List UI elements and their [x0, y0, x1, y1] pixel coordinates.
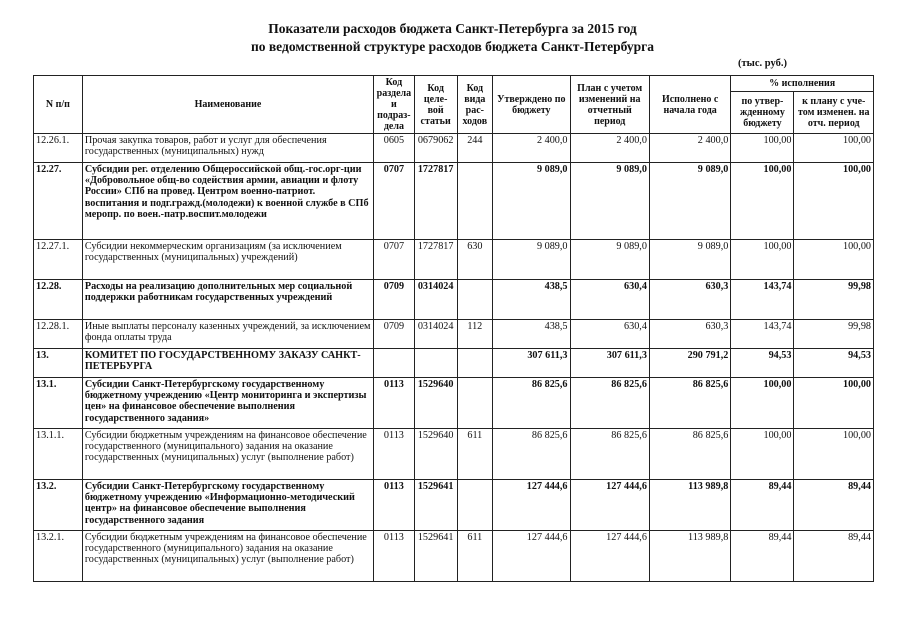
cell-pct-plan: 100,00 [794, 378, 874, 429]
cell-name: Субсидии рег. отделению Общероссийской общ.-гос.орг-ции «Добровольное общ-во содействия армии, авиации и флоту России» СПб на провед. Центром военно-патриот. воспитания и подг.гражд.(молодежи) к военной службе в СПб меропр. по воен.-патр.воспит.молодежи [82, 163, 373, 240]
cell-cel: 0679062 [414, 134, 457, 163]
cell-num: 13.1. [34, 378, 83, 429]
cell-executed: 9 089,0 [649, 163, 730, 240]
cell-plan: 9 089,0 [570, 240, 649, 280]
cell-pct-approved: 143,74 [731, 320, 794, 349]
cell-name: КОМИТЕТ ПО ГОСУДАРСТВЕННОМУ ЗАКАЗУ САНКТ-ПЕТЕРБУРГА [82, 349, 373, 378]
cell-executed: 113 989,8 [649, 531, 730, 582]
cell-approved: 438,5 [493, 320, 570, 349]
cell-razdel: 0709 [374, 320, 415, 349]
cell-plan: 307 611,3 [570, 349, 649, 378]
cell-razdel: 0113 [374, 531, 415, 582]
cell-vid [457, 480, 493, 531]
header-executed: Исполнено с начала года [649, 76, 730, 134]
header-pct-approved: по утвер-жденному бюджету [731, 92, 794, 134]
cell-approved: 9 089,0 [493, 163, 570, 240]
cell-cel: 1529640 [414, 429, 457, 480]
cell-pct-approved: 100,00 [731, 429, 794, 480]
cell-executed: 86 825,6 [649, 429, 730, 480]
cell-plan: 2 400,0 [570, 134, 649, 163]
cell-num: 12.28. [34, 280, 83, 320]
cell-num: 12.26.1. [34, 134, 83, 163]
cell-approved: 86 825,6 [493, 429, 570, 480]
cell-razdel: 0707 [374, 240, 415, 280]
cell-approved: 127 444,6 [493, 480, 570, 531]
cell-num: 12.28.1. [34, 320, 83, 349]
table-row [34, 480, 874, 531]
cell-plan: 630,4 [570, 320, 649, 349]
cell-num: 13.2. [34, 480, 83, 531]
cell-approved: 438,5 [493, 280, 570, 320]
cell-executed: 86 825,6 [649, 378, 730, 429]
cell-vid: 611 [457, 429, 493, 480]
header-cel: Код целе-вой статьи [414, 76, 457, 134]
budget-table [33, 75, 874, 582]
cell-pct-approved: 94,53 [731, 349, 794, 378]
cell-approved: 2 400,0 [493, 134, 570, 163]
header-num: N п/п [34, 76, 83, 134]
cell-name: Субсидии некоммерческим организациям (за исключением государственных (муниципальных) учреждений) [82, 240, 373, 280]
table-row [34, 531, 874, 582]
table-row [34, 280, 874, 320]
cell-name: Расходы на реализацию дополнительных мер социальной поддержки работникам государственных учреждений [82, 280, 373, 320]
cell-approved: 307 611,3 [493, 349, 570, 378]
table-row [34, 163, 874, 240]
cell-approved: 9 089,0 [493, 240, 570, 280]
cell-vid [457, 349, 493, 378]
document-title-line1: Показатели расходов бюджета Санкт-Петербурга за 2015 год [268, 21, 637, 36]
cell-plan: 630,4 [570, 280, 649, 320]
cell-cel: 0314024 [414, 280, 457, 320]
cell-pct-plan: 99,98 [794, 320, 874, 349]
header-pct-group: % исполнения [731, 76, 874, 92]
header-plan: План с учетом изменений на отчетный период [570, 76, 649, 134]
cell-razdel: 0605 [374, 134, 415, 163]
cell-vid: 611 [457, 531, 493, 582]
table-row [34, 134, 874, 163]
cell-pct-plan: 100,00 [794, 134, 874, 163]
cell-vid [457, 280, 493, 320]
cell-cel: 1727817 [414, 163, 457, 240]
cell-pct-plan: 89,44 [794, 531, 874, 582]
cell-cel: 1529640 [414, 378, 457, 429]
header-pct-plan: к плану с уче-том изменен. на отч. период [794, 92, 874, 134]
cell-plan: 86 825,6 [570, 378, 649, 429]
cell-pct-plan: 89,44 [794, 480, 874, 531]
header-approved: Утверждено по бюджету [493, 76, 570, 134]
cell-razdel: 0707 [374, 163, 415, 240]
cell-pct-approved: 143,74 [731, 280, 794, 320]
cell-plan: 9 089,0 [570, 163, 649, 240]
cell-name: Прочая закупка товаров, работ и услуг для обеспечения государственных (муниципальных) нужд [82, 134, 373, 163]
header-name: Наименование [82, 76, 373, 134]
cell-executed: 630,3 [649, 280, 730, 320]
cell-cel: 1727817 [414, 240, 457, 280]
table-row [34, 320, 874, 349]
cell-razdel [374, 349, 415, 378]
cell-cel: 1529641 [414, 531, 457, 582]
cell-plan: 127 444,6 [570, 480, 649, 531]
cell-name: Субсидии Санкт-Петербургскому государственному бюджетному учреждению «Информационно-методический центр» на финансовое обеспечение выполнения государственного задания [82, 480, 373, 531]
cell-pct-approved: 100,00 [731, 240, 794, 280]
cell-plan: 127 444,6 [570, 531, 649, 582]
cell-vid: 112 [457, 320, 493, 349]
cell-razdel: 0113 [374, 480, 415, 531]
cell-name: Субсидии Санкт-Петербургскому государственному бюджетному учреждению «Центр мониторинга и экспертизы цен» на финансовое обеспечение выполнения государственного задания» [82, 378, 373, 429]
cell-approved: 86 825,6 [493, 378, 570, 429]
cell-num: 12.27.1. [34, 240, 83, 280]
cell-cel [414, 349, 457, 378]
cell-vid [457, 163, 493, 240]
cell-executed: 2 400,0 [649, 134, 730, 163]
cell-name: Субсидии бюджетным учреждениям на финансовое обеспечение государственного (муниципального) задания на оказание государственных (муниципальных) услуг (выполнение работ) [82, 429, 373, 480]
cell-approved: 127 444,6 [493, 531, 570, 582]
cell-pct-approved: 89,44 [731, 480, 794, 531]
document-title-line2: по ведомственной структуре расходов бюджета Санкт-Петербурга [250, 39, 655, 54]
table-row [34, 240, 874, 280]
header-vid: Код вида рас-ходов [457, 76, 493, 134]
cell-razdel: 0709 [374, 280, 415, 320]
header-razdel: Код раздела и подраз-дела [374, 76, 415, 134]
cell-vid [457, 378, 493, 429]
cell-razdel: 0113 [374, 378, 415, 429]
cell-pct-plan: 100,00 [794, 163, 874, 240]
cell-pct-plan: 99,98 [794, 280, 874, 320]
cell-num: 13.1.1. [34, 429, 83, 480]
cell-name: Иные выплаты персоналу казенных учреждений, за исключением фонда оплаты труда [82, 320, 373, 349]
cell-plan: 86 825,6 [570, 429, 649, 480]
cell-num: 12.27. [34, 163, 83, 240]
cell-executed: 9 089,0 [649, 240, 730, 280]
cell-vid: 244 [457, 134, 493, 163]
table-row [34, 349, 874, 378]
units-note: (тыс. руб.) [738, 58, 787, 69]
cell-pct-approved: 89,44 [731, 531, 794, 582]
cell-num: 13.2.1. [34, 531, 83, 582]
cell-num: 13. [34, 349, 83, 378]
cell-pct-plan: 100,00 [794, 240, 874, 280]
cell-pct-approved: 100,00 [731, 134, 794, 163]
table-row [34, 429, 874, 480]
table-row [34, 378, 874, 429]
cell-pct-approved: 100,00 [731, 163, 794, 240]
cell-executed: 290 791,2 [649, 349, 730, 378]
cell-pct-plan: 94,53 [794, 349, 874, 378]
cell-executed: 113 989,8 [649, 480, 730, 531]
cell-razdel: 0113 [374, 429, 415, 480]
cell-cel: 0314024 [414, 320, 457, 349]
cell-pct-approved: 100,00 [731, 378, 794, 429]
cell-cel: 1529641 [414, 480, 457, 531]
cell-executed: 630,3 [649, 320, 730, 349]
cell-name: Субсидии бюджетным учреждениям на финансовое обеспечение государственного (муниципального) задания на оказание государственных (муниципальных) услуг (выполнение работ) [82, 531, 373, 582]
cell-vid: 630 [457, 240, 493, 280]
cell-pct-plan: 100,00 [794, 429, 874, 480]
